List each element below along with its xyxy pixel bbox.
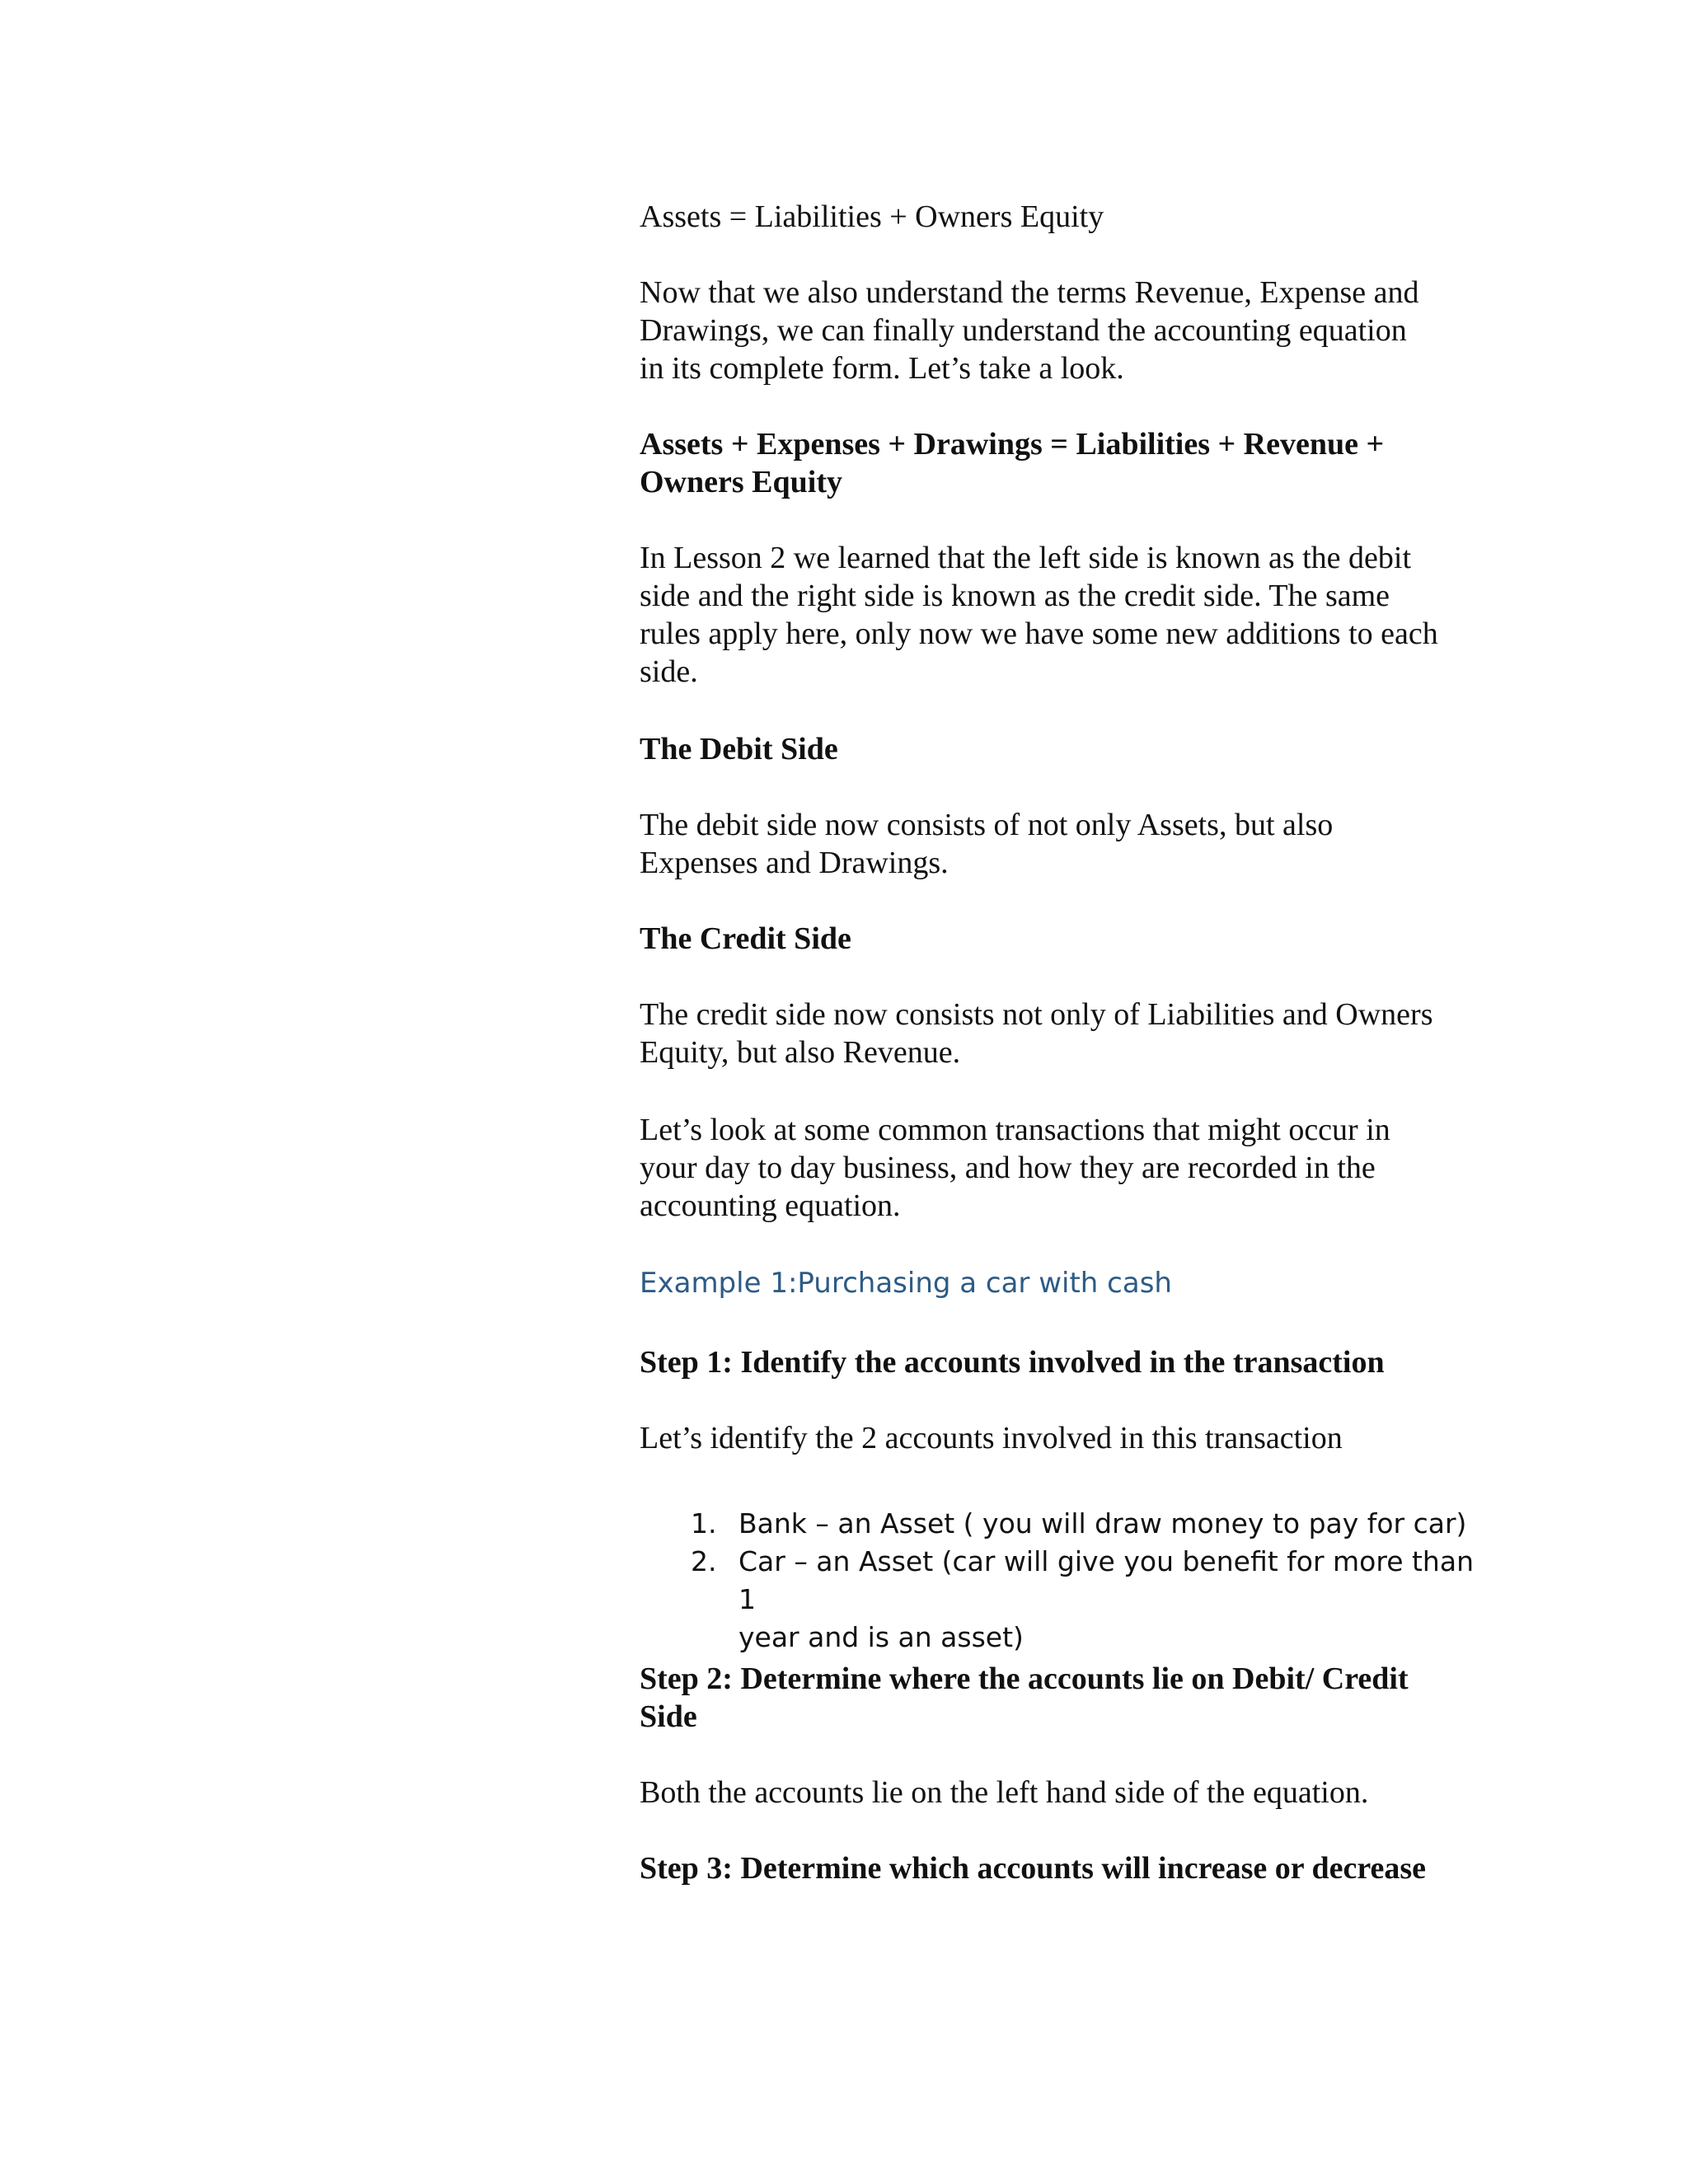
list-item: [640, 1505, 1497, 1543]
step2-heading: [640, 1660, 1497, 1736]
lesson-paragraph-line: side.: [640, 654, 698, 689]
equation-full-line: Assets + Expenses + Drawings = Liabilities + Revenue +: [640, 427, 1385, 462]
intro-paragraph-line: Drawings, we can finally understand the accounting equation: [640, 313, 1407, 348]
transactions-paragraph-line: accounting equation.: [640, 1188, 901, 1223]
debit-side-paragraph: [640, 806, 1497, 882]
equation-full-line: Owners Equity: [640, 465, 842, 499]
list-item-text: Car – an Asset (car will give you benefit for more than 1: [738, 1545, 1474, 1615]
step1-paragraph: Let’s identify the 2 accounts involved in this transaction: [640, 1421, 1343, 1455]
credit-side-paragraph: [640, 996, 1497, 1071]
accounts-list: [640, 1505, 1497, 1657]
credit-paragraph-line: The credit side now consists not only of Liabilities and Owners: [640, 997, 1433, 1032]
lesson-paragraph-line: In Lesson 2 we learned that the left side is known as the debit: [640, 541, 1412, 575]
example-heading: Example 1:Purchasing a car with cash: [640, 1267, 1172, 1300]
list-item-number: 1.: [691, 1507, 717, 1540]
list-item-text: Bank – an Asset ( you will draw money to pay for car): [738, 1507, 1467, 1540]
debit-paragraph-line: The debit side now consists of not only Assets, but also: [640, 808, 1334, 842]
step2-heading-line: Side: [640, 1699, 697, 1734]
list-item-text: year and is an asset): [738, 1621, 1024, 1653]
debit-paragraph-line: Expenses and Drawings.: [640, 846, 949, 880]
step1-heading: Step 1: Identify the accounts involved in the transaction: [640, 1345, 1385, 1380]
step3-heading: Step 3: Determine which accounts will increase or decrease: [640, 1851, 1427, 1886]
transactions-paragraph-line: Let’s look at some common transactions that might occur in: [640, 1113, 1390, 1147]
credit-side-heading: The Credit Side: [640, 921, 851, 956]
step2-heading-line: Step 2: Determine where the accounts lie on Debit/ Credit: [640, 1661, 1409, 1696]
step2-paragraph: Both the accounts lie on the left hand side of the equation.: [640, 1775, 1369, 1810]
equation-full: [640, 425, 1497, 501]
lesson-paragraph-line: side and the right side is known as the credit side. The same: [640, 579, 1390, 613]
lesson-paragraph: [640, 539, 1497, 691]
list-item-number: 2.: [691, 1545, 717, 1577]
transactions-paragraph-line: your day to day business, and how they are recorded in the: [640, 1151, 1376, 1185]
equation-simple: Assets = Liabilities + Owners Equity: [640, 199, 1104, 234]
transactions-paragraph: [640, 1111, 1497, 1225]
lesson-paragraph-line: rules apply here, only now we have some new additions to each: [640, 616, 1438, 651]
debit-side-heading: The Debit Side: [640, 732, 838, 766]
list-item: [640, 1543, 1497, 1657]
credit-paragraph-line: Equity, but also Revenue.: [640, 1035, 961, 1070]
intro-paragraph: [640, 274, 1497, 387]
intro-paragraph-line: in its complete form. Let’s take a look.: [640, 351, 1124, 386]
intro-paragraph-line: Now that we also understand the terms Revenue, Expense and: [640, 275, 1419, 310]
